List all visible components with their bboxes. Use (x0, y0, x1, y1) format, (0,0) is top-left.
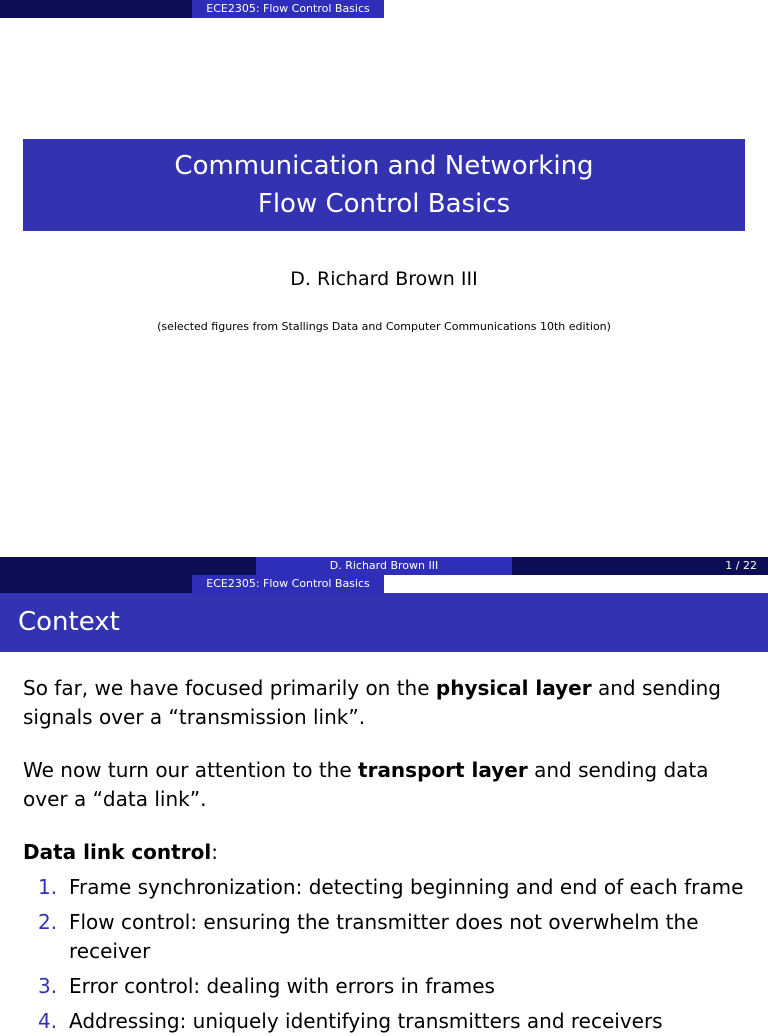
footer-left-band (0, 557, 256, 575)
slide1-title-line1: Communication and Networking (174, 151, 594, 181)
footer-author: D. Richard Brown III (256, 557, 512, 575)
list-number: 4. (38, 1009, 58, 1033)
p1-bold: physical layer (435, 676, 592, 700)
slide1-author: D. Richard Brown III (290, 268, 478, 290)
list-number: 1. (38, 875, 58, 899)
header-edge (0, 0, 18, 18)
dlc-colon: : (211, 840, 218, 864)
slide2-header-right (384, 575, 768, 593)
p2-bold: transport layer (358, 758, 528, 782)
list-number: 2. (38, 910, 58, 934)
footer-page-number: 1 / 22 (512, 557, 768, 575)
list-item (38, 1007, 748, 1036)
list-item (38, 972, 748, 1001)
data-link-control-heading (23, 838, 218, 867)
p2-text-end: and sending data over a “data link”. (23, 758, 709, 811)
slide2-header: ECE2305: Flow Control Basics (192, 575, 384, 593)
list-item (38, 908, 748, 963)
slide1-title-box (23, 139, 745, 231)
list-text: Frame synchronization: detecting beginning and end of each frame (69, 875, 744, 899)
p1-text-end: and sending signals over a “transmission link”. (23, 676, 721, 729)
p2-text-start: We now turn our attention to the (23, 758, 359, 782)
list-text: Flow control: ensuring the transmitter does not overwhelm the receiver (69, 910, 699, 963)
paragraph-physical-layer (23, 674, 753, 732)
slide1-title-line2: Flow Control Basics (257, 189, 511, 219)
list-item (38, 873, 748, 902)
list-number: 3. (38, 974, 58, 998)
slide1-header: ECE2305: Flow Control Basics (192, 0, 384, 18)
list-text: Error control: dealing with errors in frames (69, 974, 495, 998)
slide2-title: Context (0, 593, 768, 652)
p1-text-start: So far, we have focused primarily on the (23, 676, 436, 700)
paragraph-transport-layer (23, 756, 753, 814)
dlc-bold: Data link control (23, 840, 212, 864)
list-text: Addressing: uniquely identifying transmitters and receivers (69, 1009, 663, 1033)
header-band-right (384, 0, 768, 18)
slide1-note: (selected figures from Stallings Data and Computer Communications 10th edition) (157, 320, 611, 333)
